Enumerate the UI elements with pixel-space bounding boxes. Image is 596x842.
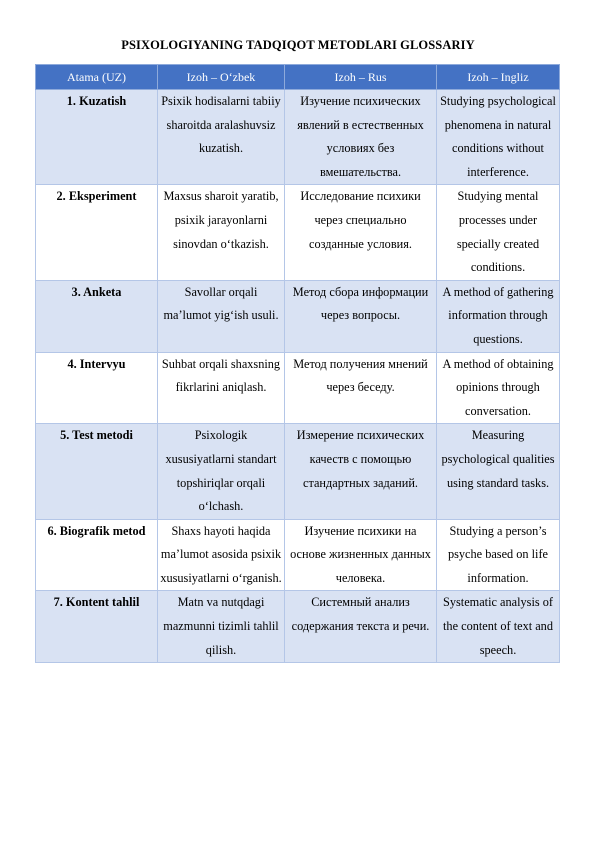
table-row xyxy=(36,424,560,519)
english-cell: Studying a person’s psyche based on life information. xyxy=(437,519,560,591)
term-cell: 7. Kontent tahlil xyxy=(36,591,158,663)
uzbek-cell: Psixologik xususiyatlarni standart topshiriqlar orqali o‘lchash. xyxy=(158,424,285,519)
english-cell: Studying mental processes under specially created conditions. xyxy=(437,185,560,280)
table-row xyxy=(36,280,560,352)
column-header-term: Atama (UZ) xyxy=(36,65,158,90)
document-title: PSIXOLOGIYANING TADQIQOT METODLARI GLOSSARIY xyxy=(121,38,475,52)
english-cell: Measuring psychological qualities using standard tasks. xyxy=(437,424,560,519)
term-cell: 2. Eksperiment xyxy=(36,185,158,280)
glossary-table xyxy=(35,64,560,663)
term-cell: 6. Biografik metod xyxy=(36,519,158,591)
russian-cell: Изучение психики на основе жизненных данных человека. xyxy=(285,519,437,591)
table-row xyxy=(36,591,560,663)
table-row xyxy=(36,90,560,185)
english-cell: A method of gathering information through questions. xyxy=(437,280,560,352)
uzbek-cell: Suhbat orqali shaxsning fikrlarini aniqlash. xyxy=(158,352,285,424)
uzbek-cell: Maxsus sharoit yaratib, psixik jarayonlarni sinovdan o‘tkazish. xyxy=(158,185,285,280)
russian-cell: Изучение психических явлений в естественных условиях без вмешательства. xyxy=(285,90,437,185)
russian-cell: Измерение психических качеств с помощью стандартных заданий. xyxy=(285,424,437,519)
table-header-row xyxy=(36,65,560,90)
column-header-russian: Izoh – Rus xyxy=(285,65,437,90)
table-row xyxy=(36,519,560,591)
russian-cell: Системный анализ содержания текста и речи. xyxy=(285,591,437,663)
russian-cell: Исследование психики через специально созданные условия. xyxy=(285,185,437,280)
russian-cell: Метод сбора информации через вопросы. xyxy=(285,280,437,352)
column-header-uzbek: Izoh – O‘zbek xyxy=(158,65,285,90)
uzbek-cell: Matn va nutqdagi mazmunni tizimli tahlil qilish. xyxy=(158,591,285,663)
english-cell: Systematic analysis of the content of text and speech. xyxy=(437,591,560,663)
column-header-english: Izoh – Ingliz xyxy=(437,65,560,90)
english-cell: Studying psychological phenomena in natural conditions without interference. xyxy=(437,90,560,185)
table-row xyxy=(36,185,560,280)
term-cell: 1. Kuzatish xyxy=(36,90,158,185)
term-cell: 4. Intervyu xyxy=(36,352,158,424)
table-row xyxy=(36,352,560,424)
term-cell: 3. Anketa xyxy=(36,280,158,352)
uzbek-cell: Savollar orqali ma’lumot yig‘ish usuli. xyxy=(158,280,285,352)
russian-cell: Метод получения мнений через беседу. xyxy=(285,352,437,424)
english-cell: A method of obtaining opinions through conversation. xyxy=(437,352,560,424)
uzbek-cell: Psixik hodisalarni tabiiy sharoitda aralashuvsiz kuzatish. xyxy=(158,90,285,185)
uzbek-cell: Shaxs hayoti haqida ma’lumot asosida psixik xususiyatlarni o‘rganish. xyxy=(158,519,285,591)
term-cell: 5. Test metodi xyxy=(36,424,158,519)
